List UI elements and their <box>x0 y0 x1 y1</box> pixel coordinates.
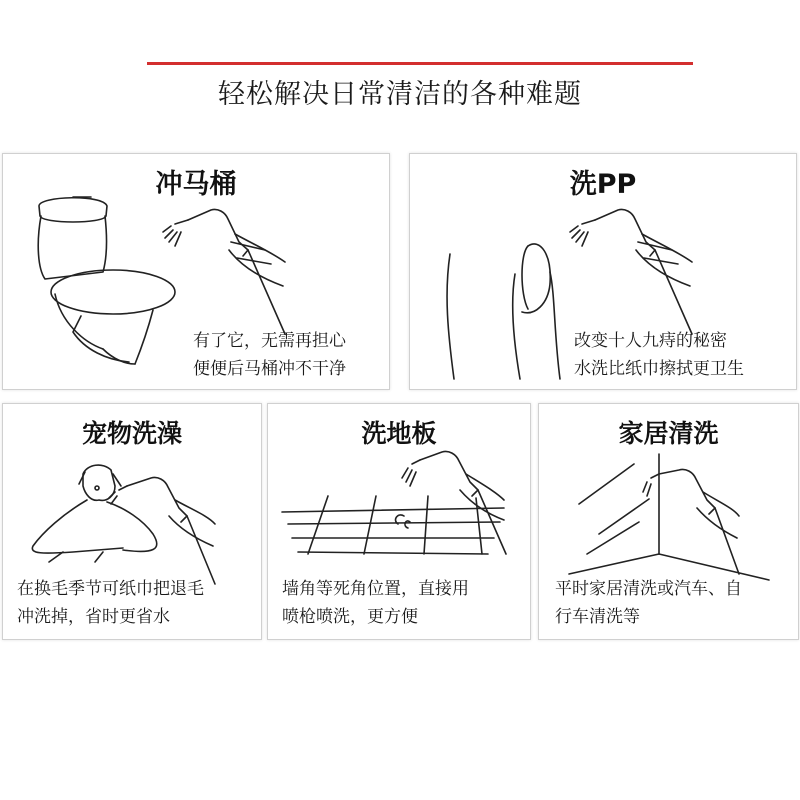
card-title: 冲马桶 <box>155 169 237 200</box>
card-description: 在换毛季节可纸巾把退毛 冲洗掉，省时更省水 <box>17 579 204 627</box>
card-description: 有了它，无需再担心 便便后马桶冲不干净 <box>193 331 346 379</box>
card-description: 改变十人九痔的秘密 水洗比纸巾擦拭更卫生 <box>574 331 744 379</box>
card-buttocks <box>409 153 797 390</box>
card-title: 洗地板 <box>361 419 437 448</box>
card-toilet <box>2 153 390 390</box>
card-title: 家居清洗 <box>618 419 719 448</box>
page-title: 轻松解决日常清洁的各种难题 <box>218 79 582 110</box>
card-title: 宠物洗澡 <box>81 419 182 448</box>
card-floor <box>267 403 531 640</box>
card-title: 洗PP <box>569 169 637 200</box>
card-description: 平时家居清洗或汽车、自 行车清洗等 <box>555 579 742 627</box>
card-description: 墙角等死角位置，直接用 喷枪喷洗，更方便 <box>282 579 469 627</box>
card-pet-bath <box>2 403 262 640</box>
card-home-cleaning <box>538 403 799 640</box>
header-divider-line <box>147 62 693 65</box>
